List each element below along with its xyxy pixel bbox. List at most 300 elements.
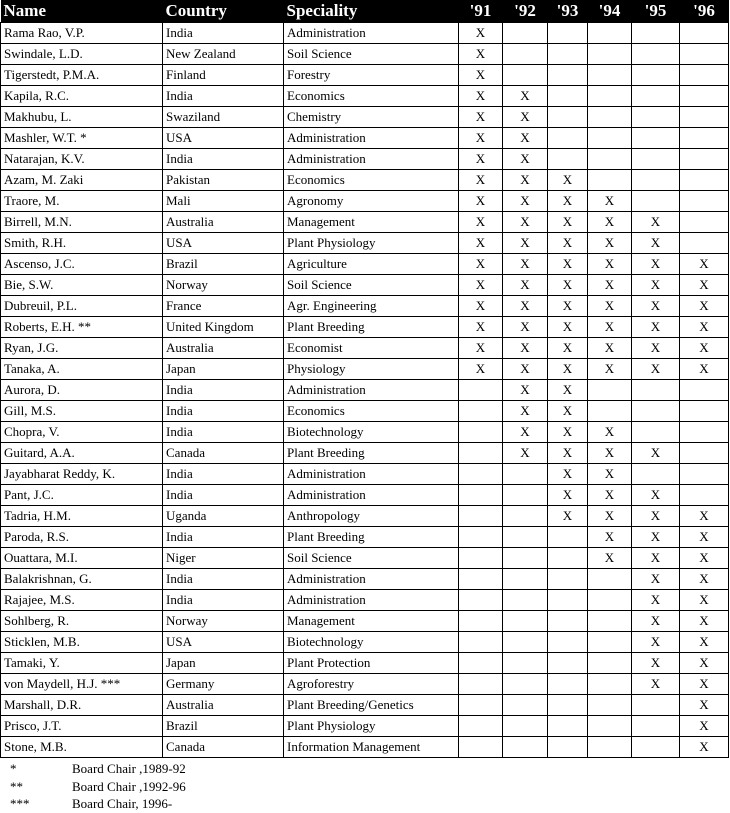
- name-cell: Sohlberg, R.: [1, 611, 163, 632]
- year-mark-cell: X: [632, 275, 680, 296]
- year-mark-cell: [459, 527, 503, 548]
- year-mark-cell: X: [503, 317, 548, 338]
- year-mark-cell: X: [503, 170, 548, 191]
- year-mark-cell: X: [459, 233, 503, 254]
- year-mark-cell: X: [503, 128, 548, 149]
- year-mark-cell: [548, 737, 588, 758]
- year-mark-cell: X: [548, 170, 588, 191]
- column-header: Country: [163, 0, 284, 23]
- year-mark-cell: [632, 422, 680, 443]
- year-mark-cell: [503, 485, 548, 506]
- column-header: '93: [548, 0, 588, 23]
- year-mark-cell: X: [588, 338, 632, 359]
- speciality-cell: Soil Science: [284, 548, 459, 569]
- year-mark-cell: [588, 632, 632, 653]
- speciality-cell: Agriculture: [284, 254, 459, 275]
- country-cell: India: [163, 23, 284, 44]
- country-cell: India: [163, 485, 284, 506]
- table-row: [1, 170, 729, 191]
- year-mark-cell: X: [632, 653, 680, 674]
- table-row: [1, 506, 729, 527]
- year-mark-cell: [632, 149, 680, 170]
- year-mark-cell: X: [459, 23, 503, 44]
- year-mark-cell: X: [548, 443, 588, 464]
- year-mark-cell: [588, 86, 632, 107]
- name-cell: Dubreuil, P.L.: [1, 296, 163, 317]
- table-row: [1, 737, 729, 758]
- year-mark-cell: [588, 44, 632, 65]
- year-mark-cell: X: [503, 254, 548, 275]
- year-mark-cell: [588, 149, 632, 170]
- year-mark-cell: [503, 464, 548, 485]
- column-header: '95: [632, 0, 680, 23]
- year-mark-cell: [680, 233, 729, 254]
- year-mark-cell: [503, 737, 548, 758]
- table-row: [1, 212, 729, 233]
- name-cell: Azam, M. Zaki: [1, 170, 163, 191]
- speciality-cell: Physiology: [284, 359, 459, 380]
- year-mark-cell: [680, 44, 729, 65]
- year-mark-cell: [459, 716, 503, 737]
- year-mark-cell: [548, 611, 588, 632]
- year-mark-cell: X: [588, 212, 632, 233]
- year-mark-cell: [503, 569, 548, 590]
- year-mark-cell: [548, 653, 588, 674]
- table-row: [1, 380, 729, 401]
- name-cell: Tanaka, A.: [1, 359, 163, 380]
- year-mark-cell: X: [632, 359, 680, 380]
- table-row: [1, 65, 729, 86]
- year-mark-cell: X: [632, 527, 680, 548]
- year-mark-cell: [548, 65, 588, 86]
- table-row: [1, 149, 729, 170]
- name-cell: Paroda, R.S.: [1, 527, 163, 548]
- year-mark-cell: [503, 548, 548, 569]
- year-mark-cell: X: [632, 569, 680, 590]
- name-cell: Makhubu, L.: [1, 107, 163, 128]
- table-row: [1, 716, 729, 737]
- year-mark-cell: X: [680, 275, 729, 296]
- name-cell: Tadria, H.M.: [1, 506, 163, 527]
- year-mark-cell: [632, 380, 680, 401]
- year-mark-cell: X: [503, 443, 548, 464]
- year-mark-cell: [503, 653, 548, 674]
- speciality-cell: Administration: [284, 128, 459, 149]
- table-row: [1, 527, 729, 548]
- year-mark-cell: X: [503, 359, 548, 380]
- year-mark-cell: [459, 443, 503, 464]
- year-mark-cell: [503, 674, 548, 695]
- name-cell: Prisco, J.T.: [1, 716, 163, 737]
- year-mark-cell: X: [680, 527, 729, 548]
- year-mark-cell: X: [548, 254, 588, 275]
- footnote-mark: **: [10, 778, 23, 794]
- year-mark-cell: [459, 569, 503, 590]
- year-mark-cell: [548, 149, 588, 170]
- column-header: '91: [459, 0, 503, 23]
- country-cell: India: [163, 380, 284, 401]
- year-mark-cell: X: [680, 254, 729, 275]
- speciality-cell: Plant Breeding: [284, 527, 459, 548]
- speciality-cell: Agronomy: [284, 191, 459, 212]
- table-row: [1, 653, 729, 674]
- year-mark-cell: [548, 23, 588, 44]
- year-mark-cell: [588, 674, 632, 695]
- year-mark-cell: X: [459, 296, 503, 317]
- speciality-cell: Administration: [284, 569, 459, 590]
- country-cell: Norway: [163, 611, 284, 632]
- year-mark-cell: X: [548, 506, 588, 527]
- year-mark-cell: X: [459, 317, 503, 338]
- speciality-cell: Plant Physiology: [284, 716, 459, 737]
- year-mark-cell: X: [459, 86, 503, 107]
- table-row: [1, 44, 729, 65]
- table-row: [1, 359, 729, 380]
- year-mark-cell: X: [503, 212, 548, 233]
- year-mark-cell: [503, 44, 548, 65]
- year-mark-cell: X: [680, 338, 729, 359]
- year-mark-cell: X: [680, 653, 729, 674]
- table-row: [1, 338, 729, 359]
- speciality-cell: Economics: [284, 86, 459, 107]
- year-mark-cell: X: [503, 380, 548, 401]
- speciality-cell: Plant Physiology: [284, 233, 459, 254]
- year-mark-cell: [459, 653, 503, 674]
- name-cell: Birrell, M.N.: [1, 212, 163, 233]
- table-row: [1, 86, 729, 107]
- year-mark-cell: X: [680, 737, 729, 758]
- table-row: [1, 443, 729, 464]
- year-mark-cell: X: [548, 233, 588, 254]
- year-mark-cell: X: [632, 674, 680, 695]
- speciality-cell: Administration: [284, 464, 459, 485]
- speciality-cell: Economics: [284, 401, 459, 422]
- year-mark-cell: [680, 443, 729, 464]
- speciality-cell: Biotechnology: [284, 422, 459, 443]
- year-mark-cell: [680, 65, 729, 86]
- table-row: [1, 464, 729, 485]
- year-mark-cell: [548, 632, 588, 653]
- year-mark-cell: X: [632, 296, 680, 317]
- year-mark-cell: [632, 44, 680, 65]
- year-mark-cell: [459, 695, 503, 716]
- country-cell: Germany: [163, 674, 284, 695]
- year-mark-cell: X: [588, 422, 632, 443]
- country-cell: Finland: [163, 65, 284, 86]
- table-row: [1, 254, 729, 275]
- year-mark-cell: X: [548, 275, 588, 296]
- year-mark-cell: X: [548, 422, 588, 443]
- year-mark-cell: X: [503, 233, 548, 254]
- table-row: [1, 296, 729, 317]
- year-mark-cell: [588, 23, 632, 44]
- year-mark-cell: X: [503, 275, 548, 296]
- year-mark-cell: X: [548, 212, 588, 233]
- year-mark-cell: X: [588, 527, 632, 548]
- country-cell: India: [163, 569, 284, 590]
- year-mark-cell: [632, 737, 680, 758]
- name-cell: Rama Rao, V.P.: [1, 23, 163, 44]
- year-mark-cell: [680, 191, 729, 212]
- speciality-cell: Administration: [284, 380, 459, 401]
- year-mark-cell: [632, 107, 680, 128]
- country-cell: USA: [163, 128, 284, 149]
- year-mark-cell: X: [459, 359, 503, 380]
- country-cell: Swaziland: [163, 107, 284, 128]
- year-mark-cell: X: [548, 464, 588, 485]
- table-row: [1, 632, 729, 653]
- year-mark-cell: [588, 170, 632, 191]
- year-mark-cell: X: [680, 695, 729, 716]
- year-mark-cell: X: [588, 275, 632, 296]
- year-mark-cell: [503, 611, 548, 632]
- year-mark-cell: X: [503, 401, 548, 422]
- column-header: '94: [588, 0, 632, 23]
- country-cell: Uganda: [163, 506, 284, 527]
- name-cell: Pant, J.C.: [1, 485, 163, 506]
- name-cell: Stone, M.B.: [1, 737, 163, 758]
- speciality-cell: Plant Protection: [284, 653, 459, 674]
- year-mark-cell: [548, 716, 588, 737]
- table-row: [1, 233, 729, 254]
- year-mark-cell: [548, 548, 588, 569]
- year-mark-cell: X: [548, 359, 588, 380]
- year-mark-cell: [680, 422, 729, 443]
- year-mark-cell: [632, 716, 680, 737]
- year-mark-cell: [588, 569, 632, 590]
- year-mark-cell: X: [680, 548, 729, 569]
- year-mark-cell: [459, 611, 503, 632]
- year-mark-cell: [680, 149, 729, 170]
- name-cell: Gill, M.S.: [1, 401, 163, 422]
- year-mark-cell: X: [459, 107, 503, 128]
- country-cell: USA: [163, 632, 284, 653]
- speciality-cell: Economics: [284, 170, 459, 191]
- table-row: [1, 674, 729, 695]
- country-cell: USA: [163, 233, 284, 254]
- year-mark-cell: [632, 128, 680, 149]
- year-mark-cell: [588, 401, 632, 422]
- year-mark-cell: X: [503, 422, 548, 443]
- footnote-text: Board Chair ,1992-96: [72, 778, 186, 794]
- year-mark-cell: [459, 548, 503, 569]
- name-cell: Mashler, W.T. *: [1, 128, 163, 149]
- year-mark-cell: [548, 128, 588, 149]
- year-mark-cell: X: [632, 548, 680, 569]
- footnote-mark: *: [10, 761, 17, 776]
- year-mark-cell: [588, 716, 632, 737]
- speciality-cell: Plant Breeding: [284, 317, 459, 338]
- year-mark-cell: X: [632, 485, 680, 506]
- name-cell: Bie, S.W.: [1, 275, 163, 296]
- year-mark-cell: [548, 569, 588, 590]
- year-mark-cell: [680, 464, 729, 485]
- table-row: [1, 23, 729, 44]
- year-mark-cell: [548, 590, 588, 611]
- speciality-cell: Administration: [284, 23, 459, 44]
- year-mark-cell: [588, 128, 632, 149]
- year-mark-cell: [588, 590, 632, 611]
- year-mark-cell: X: [548, 485, 588, 506]
- year-mark-cell: [548, 527, 588, 548]
- table-row: [1, 128, 729, 149]
- year-mark-cell: [680, 212, 729, 233]
- year-mark-cell: X: [548, 296, 588, 317]
- year-mark-cell: X: [680, 506, 729, 527]
- year-mark-cell: X: [459, 128, 503, 149]
- year-mark-cell: X: [459, 191, 503, 212]
- name-cell: Ascenso, J.C.: [1, 254, 163, 275]
- country-cell: France: [163, 296, 284, 317]
- year-mark-cell: [459, 464, 503, 485]
- year-mark-cell: X: [459, 254, 503, 275]
- year-mark-cell: X: [548, 191, 588, 212]
- footnote-text: Board Chair, 1996-: [72, 796, 173, 811]
- column-header: '96: [680, 0, 729, 23]
- year-mark-cell: X: [503, 191, 548, 212]
- name-cell: Chopra, V.: [1, 422, 163, 443]
- year-mark-cell: [503, 23, 548, 44]
- year-mark-cell: X: [632, 254, 680, 275]
- country-cell: Canada: [163, 737, 284, 758]
- year-mark-cell: X: [548, 401, 588, 422]
- table-row: [1, 275, 729, 296]
- year-mark-cell: X: [459, 338, 503, 359]
- table-row: [1, 611, 729, 632]
- table-row: [1, 590, 729, 611]
- column-header: Speciality: [284, 0, 459, 23]
- year-mark-cell: X: [632, 317, 680, 338]
- footnote-mark: ***: [10, 796, 30, 811]
- name-cell: Tamaki, Y.: [1, 653, 163, 674]
- speciality-cell: Anthropology: [284, 506, 459, 527]
- name-cell: Rajajee, M.S.: [1, 590, 163, 611]
- year-mark-cell: X: [680, 611, 729, 632]
- year-mark-cell: [459, 590, 503, 611]
- year-mark-cell: X: [632, 233, 680, 254]
- name-cell: Sticklen, M.B.: [1, 632, 163, 653]
- year-mark-cell: [632, 23, 680, 44]
- country-cell: Japan: [163, 653, 284, 674]
- speciality-cell: Soil Science: [284, 44, 459, 65]
- year-mark-cell: [459, 632, 503, 653]
- country-cell: Brazil: [163, 254, 284, 275]
- year-mark-cell: [588, 380, 632, 401]
- country-cell: Japan: [163, 359, 284, 380]
- year-mark-cell: X: [588, 233, 632, 254]
- year-mark-cell: X: [680, 674, 729, 695]
- name-cell: Jayabharat Reddy, K.: [1, 464, 163, 485]
- year-mark-cell: X: [588, 359, 632, 380]
- footnotes: [10, 760, 186, 813]
- table-row: [1, 422, 729, 443]
- year-mark-cell: [632, 170, 680, 191]
- year-mark-cell: [503, 506, 548, 527]
- column-header: Name: [1, 0, 163, 23]
- year-mark-cell: X: [588, 485, 632, 506]
- year-mark-cell: [548, 674, 588, 695]
- country-cell: Canada: [163, 443, 284, 464]
- footnote: [10, 760, 186, 778]
- name-cell: Marshall, D.R.: [1, 695, 163, 716]
- year-mark-cell: X: [588, 191, 632, 212]
- year-mark-cell: [632, 401, 680, 422]
- year-mark-cell: [459, 422, 503, 443]
- year-mark-cell: X: [680, 359, 729, 380]
- year-mark-cell: X: [632, 590, 680, 611]
- speciality-cell: Soil Science: [284, 275, 459, 296]
- year-mark-cell: [632, 191, 680, 212]
- year-mark-cell: X: [459, 275, 503, 296]
- name-cell: Tigerstedt, P.M.A.: [1, 65, 163, 86]
- year-mark-cell: X: [459, 65, 503, 86]
- year-mark-cell: X: [632, 338, 680, 359]
- speciality-cell: Forestry: [284, 65, 459, 86]
- year-mark-cell: [503, 527, 548, 548]
- year-mark-cell: X: [503, 296, 548, 317]
- table-row: [1, 107, 729, 128]
- year-mark-cell: X: [588, 443, 632, 464]
- name-cell: Swindale, L.D.: [1, 44, 163, 65]
- country-cell: Brazil: [163, 716, 284, 737]
- year-mark-cell: [459, 737, 503, 758]
- year-mark-cell: X: [632, 611, 680, 632]
- speciality-cell: Administration: [284, 485, 459, 506]
- country-cell: Niger: [163, 548, 284, 569]
- name-cell: Aurora, D.: [1, 380, 163, 401]
- year-mark-cell: X: [548, 317, 588, 338]
- country-cell: India: [163, 422, 284, 443]
- speciality-cell: Chemistry: [284, 107, 459, 128]
- country-cell: India: [163, 527, 284, 548]
- country-cell: Australia: [163, 338, 284, 359]
- name-cell: Guitard, A.A.: [1, 443, 163, 464]
- table-row: [1, 569, 729, 590]
- year-mark-cell: [548, 86, 588, 107]
- year-mark-cell: X: [588, 464, 632, 485]
- name-cell: Ryan, J.G.: [1, 338, 163, 359]
- year-mark-cell: [588, 653, 632, 674]
- country-cell: India: [163, 86, 284, 107]
- year-mark-cell: X: [680, 317, 729, 338]
- country-cell: Norway: [163, 275, 284, 296]
- year-mark-cell: X: [632, 632, 680, 653]
- year-mark-cell: X: [680, 590, 729, 611]
- year-mark-cell: X: [632, 212, 680, 233]
- year-mark-cell: X: [680, 716, 729, 737]
- table-row: [1, 401, 729, 422]
- year-mark-cell: X: [588, 254, 632, 275]
- year-mark-cell: X: [548, 380, 588, 401]
- year-mark-cell: [632, 86, 680, 107]
- year-mark-cell: [680, 485, 729, 506]
- year-mark-cell: [503, 632, 548, 653]
- name-cell: Smith, R.H.: [1, 233, 163, 254]
- year-mark-cell: X: [503, 107, 548, 128]
- year-mark-cell: X: [459, 44, 503, 65]
- year-mark-cell: X: [680, 569, 729, 590]
- year-mark-cell: X: [588, 296, 632, 317]
- year-mark-cell: [680, 128, 729, 149]
- year-mark-cell: [459, 380, 503, 401]
- year-mark-cell: [588, 695, 632, 716]
- header-row: [1, 0, 729, 23]
- year-mark-cell: [503, 65, 548, 86]
- year-mark-cell: [632, 65, 680, 86]
- year-mark-cell: [632, 695, 680, 716]
- year-mark-cell: X: [459, 170, 503, 191]
- country-cell: Pakistan: [163, 170, 284, 191]
